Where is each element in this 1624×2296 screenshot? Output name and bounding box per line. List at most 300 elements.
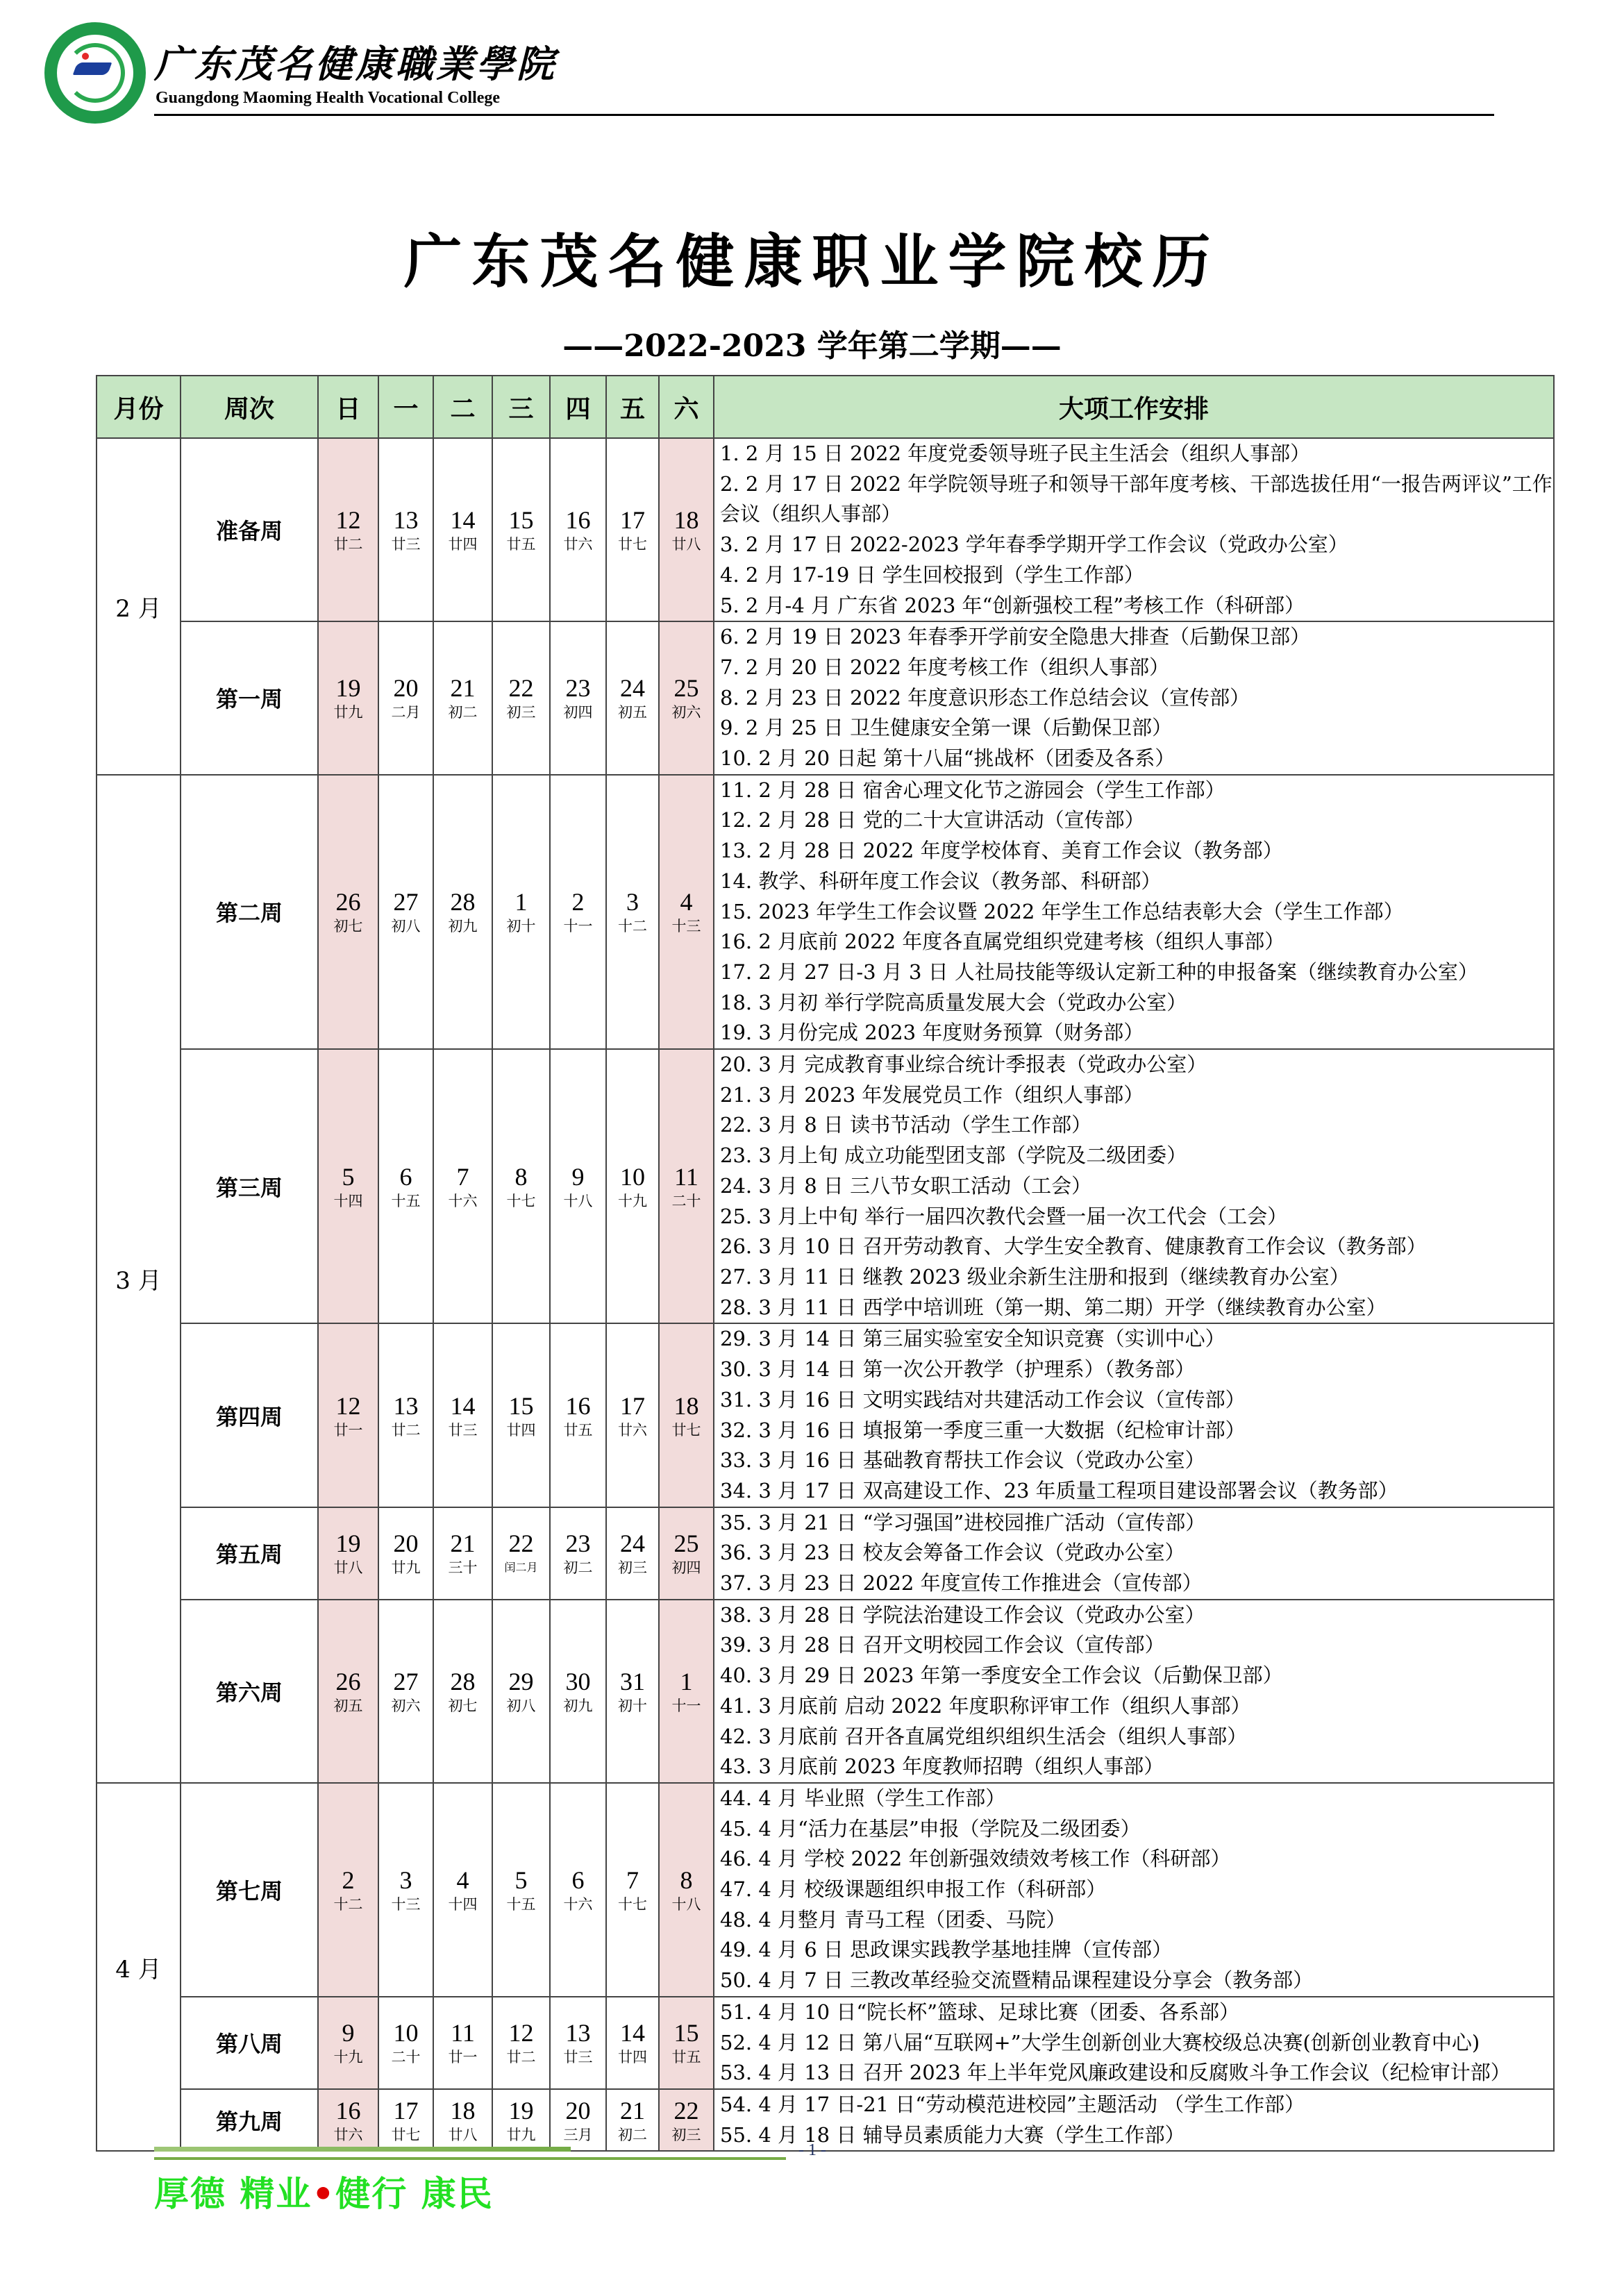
day-cell	[378, 1049, 433, 1323]
page-subtitle: ——2022-2023 学年第二学期——	[562, 328, 1062, 364]
lunar-date: 初三	[671, 2126, 701, 2143]
lunar-date: 初三	[618, 1559, 647, 1577]
event-item: 14. 教学、科研年度工作会议（教务部、科研部）	[720, 869, 1162, 893]
week-row	[97, 1323, 1554, 1507]
day-number: 13	[393, 1391, 419, 1420]
day-number: 5	[342, 1162, 355, 1191]
day-cell	[492, 1997, 550, 2089]
event-item: 31. 3 月 16 日 文明实践结对共建活动工作会议（宣传部）	[720, 1387, 1246, 1411]
day-cell	[606, 1600, 659, 1783]
event-item: 13. 2 月 28 日 2022 年度学校体育、美育工作会议（教务部）	[720, 839, 1283, 863]
events-cell	[714, 2089, 1554, 2151]
lunar-date: 十一	[563, 918, 593, 935]
lunar-date: 初四	[671, 1559, 701, 1577]
day-cell	[550, 1600, 606, 1783]
day-cell	[318, 775, 378, 1049]
week-row	[97, 1049, 1554, 1323]
day-cell	[550, 1323, 606, 1507]
event-item: 10. 2 月 20 日起 第十八届“挑战杯（团委及各系）	[720, 746, 1175, 771]
lunar-date: 初六	[671, 704, 701, 721]
page-number: - 1 -	[798, 2141, 826, 2159]
header-fri: 五	[606, 376, 659, 438]
event-item: 18. 3 月初 举行学院高质量发展大会（党政办公室）	[720, 990, 1187, 1014]
day-cell	[492, 2089, 550, 2151]
event-item: 23. 3 月上旬 成立功能型团支部（学院及二级团委）	[720, 1143, 1187, 1168]
event-item: 27. 3 月 11 日 继教 2023 级业余新生注册和报到（继续教育办公室）	[720, 1264, 1350, 1289]
day-cell	[492, 1049, 550, 1323]
event-item: 55. 4 月 18 日 辅导员素质能力大赛（学生工作部）	[720, 2122, 1185, 2147]
day-cell	[378, 1323, 433, 1507]
lunar-date: 十四	[333, 1192, 363, 1209]
week-label: 第三周	[181, 1049, 318, 1323]
lunar-date: 廿九	[391, 1559, 421, 1577]
lunar-date: 廿六	[563, 536, 593, 553]
week-label: 第七周	[181, 1783, 318, 1997]
day-number: 26	[335, 1667, 361, 1695]
lunar-date: 十七	[618, 1895, 647, 1913]
day-number: 11	[674, 1162, 698, 1191]
events-cell	[714, 1049, 1554, 1323]
lunar-date: 十八	[563, 1192, 593, 1209]
event-item: 35. 3 月 21 日 “学习强国”进校园推广活动（宣传部）	[720, 1510, 1206, 1534]
day-number: 13	[565, 2019, 591, 2047]
day-cell	[378, 2089, 433, 2151]
lunar-date: 廿一	[333, 1421, 363, 1439]
lunar-date: 廿六	[618, 1421, 647, 1439]
day-number: 26	[335, 888, 361, 916]
lunar-date: 十一	[671, 1697, 701, 1714]
day-number: 19	[335, 1530, 361, 1558]
day-cell	[550, 1049, 606, 1323]
day-cell	[318, 1049, 378, 1323]
day-cell	[378, 1600, 433, 1783]
day-cell	[659, 1507, 714, 1600]
day-number: 29	[508, 1667, 534, 1695]
event-item: 50. 4 月 7 日 三教改革经验交流暨精品课程建设分享会（教务部）	[720, 1968, 1314, 1993]
day-number: 8	[514, 1162, 528, 1191]
slogan-part-2: 健行 康民	[335, 2173, 494, 2214]
lunar-date: 初七	[448, 1697, 478, 1714]
event-item: 8. 2 月 23 日 2022 年度意识形态工作总结会议（宣传部）	[720, 685, 1250, 710]
day-number: 16	[565, 1391, 591, 1420]
lunar-date: 廿八	[671, 536, 701, 553]
day-cell	[550, 1997, 606, 2089]
day-number: 13	[393, 506, 419, 535]
day-number: 19	[335, 674, 361, 703]
week-label: 第八周	[181, 1997, 318, 2089]
slogan-part-1: 厚德 精业	[154, 2173, 312, 2214]
day-number: 10	[620, 1162, 645, 1191]
week-row	[97, 621, 1554, 775]
day-number: 9	[571, 1162, 585, 1191]
week-label: 第一周	[181, 621, 318, 775]
event-item: 20. 3 月 完成教育事业综合统计季报表（党政办公室）	[720, 1053, 1207, 1077]
header-month: 月份	[97, 376, 181, 438]
day-cell	[659, 1600, 714, 1783]
lunar-date: 闰二月	[504, 1561, 538, 1575]
day-cell	[433, 2089, 492, 2151]
event-item: 11. 2 月 28 日 宿舍心理文化节之游园会（学生工作部）	[720, 778, 1225, 802]
header-thu: 四	[550, 376, 606, 438]
event-item: 41. 3 月底前 启动 2022 年度职称评审工作（组织人事部）	[720, 1693, 1251, 1718]
day-number: 23	[565, 1530, 591, 1558]
day-cell	[433, 438, 492, 621]
day-number: 18	[673, 1391, 699, 1420]
day-cell	[659, 1783, 714, 1997]
day-cell	[550, 1507, 606, 1600]
day-number: 30	[565, 1667, 591, 1695]
header-mon: 一	[378, 376, 433, 438]
day-number: 2	[571, 888, 585, 916]
event-item: 33. 3 月 16 日 基础教育帮扶工作会议（党政办公室）	[720, 1448, 1205, 1473]
events-cell	[714, 1600, 1554, 1783]
event-item: 32. 3 月 16 日 填报第一季度三重一大数据（纪检审计部）	[720, 1418, 1246, 1442]
day-cell	[550, 2089, 606, 2151]
lunar-date: 十二	[618, 918, 647, 935]
day-cell	[606, 438, 659, 621]
event-item: 46. 4 月 学校 2022 年创新强效绩效考核工作（科研部）	[720, 1847, 1231, 1871]
lunar-date: 十九	[618, 1192, 647, 1209]
events-cell	[714, 1507, 1554, 1600]
day-number: 12	[508, 2019, 534, 2047]
event-item: 36. 3 月 23 日 校友会筹备工作会议（党政办公室）	[720, 1541, 1185, 1565]
event-item: 7. 2 月 20 日 2022 年度考核工作（组织人事部）	[720, 655, 1170, 679]
day-number: 20	[565, 2096, 591, 2125]
day-cell	[378, 1783, 433, 1997]
header-week: 周次	[181, 376, 318, 438]
day-cell	[550, 1783, 606, 1997]
lunar-date: 廿八	[448, 2126, 478, 2143]
day-number: 22	[508, 1530, 534, 1558]
event-item: 2. 2 月 17 日 2022 年学院领导班子和领导干部年度考核、干部选拔任用“一报告两评议”工作会议（组织人事部）	[720, 471, 1552, 526]
day-cell	[659, 438, 714, 621]
day-cell	[378, 438, 433, 621]
week-row	[97, 1997, 1554, 2089]
event-item: 15. 2023 年学生工作会议暨 2022 年学生工作总结表彰大会（学生工作部）	[720, 899, 1404, 923]
week-row	[97, 775, 1554, 1049]
lunar-date: 廿二	[333, 536, 363, 553]
day-number: 21	[620, 2096, 645, 2125]
lunar-date: 二十	[391, 2049, 421, 2066]
week-row	[97, 1783, 1554, 1997]
event-item: 43. 3 月底前 2023 年度教师招聘（组织人事部）	[720, 1754, 1164, 1779]
day-number: 15	[508, 506, 534, 535]
day-cell	[550, 621, 606, 775]
month-cell: 2 月	[97, 438, 181, 775]
lunar-date: 初十	[618, 1697, 647, 1714]
day-number: 24	[620, 674, 645, 703]
event-item: 29. 3 月 14 日 第三届实验室安全知识竞赛（实训中心）	[720, 1327, 1225, 1351]
lunar-date: 廿五	[506, 536, 536, 553]
lunar-date: 初十	[506, 918, 536, 935]
day-number: 1	[514, 888, 528, 916]
day-number: 12	[335, 1391, 361, 1420]
day-number: 10	[393, 2019, 419, 2047]
day-cell	[606, 621, 659, 775]
day-cell	[378, 775, 433, 1049]
lunar-date: 三月	[563, 2126, 593, 2143]
event-item: 9. 2 月 25 日 卫生健康安全第一课（后勤保卫部）	[720, 716, 1173, 740]
header-rule	[154, 114, 1494, 116]
day-cell	[606, 1323, 659, 1507]
lunar-date: 廿七	[618, 536, 647, 553]
day-number: 28	[450, 888, 476, 916]
day-number: 7	[456, 1162, 469, 1191]
day-cell	[433, 1323, 492, 1507]
day-cell	[606, 2089, 659, 2151]
day-number: 7	[626, 1866, 639, 1894]
day-cell	[659, 621, 714, 775]
day-cell	[492, 621, 550, 775]
day-number: 3	[626, 888, 639, 916]
lunar-date: 廿七	[671, 1421, 701, 1439]
lunar-date: 初五	[333, 1697, 363, 1714]
lunar-date: 廿九	[333, 704, 363, 721]
event-item: 5. 2 月-4 月 广东省 2023 年“创新强校工程”考核工作（科研部）	[720, 593, 1305, 617]
day-number: 15	[508, 1391, 534, 1420]
day-number: 18	[450, 2096, 476, 2125]
event-item: 42. 3 月底前 召开各直属党组织组织生活会（组织人事部）	[720, 1724, 1248, 1748]
lunar-date: 初九	[563, 1697, 593, 1714]
day-number: 31	[620, 1667, 645, 1695]
day-cell	[492, 1783, 550, 1997]
day-number: 19	[508, 2096, 534, 2125]
lunar-date: 十三	[671, 918, 701, 935]
week-label: 第六周	[181, 1600, 318, 1783]
day-cell	[318, 1600, 378, 1783]
event-item: 21. 3 月 2023 年发展党员工作（组织人事部）	[720, 1082, 1144, 1107]
day-cell	[550, 438, 606, 621]
event-item: 6. 2 月 19 日 2023 年春季开学前安全隐患大排查（后勤保卫部）	[720, 625, 1311, 649]
day-cell	[378, 621, 433, 775]
lunar-date: 十四	[448, 1895, 478, 1913]
week-row	[97, 1600, 1554, 1783]
day-cell	[606, 1783, 659, 1997]
event-item: 53. 4 月 13 日 召开 2023 年上半年党风廉政建设和反腐败斗争工作会议（纪检审计部）	[720, 2061, 1511, 2085]
day-number: 22	[508, 674, 534, 703]
day-number: 17	[393, 2096, 419, 2125]
lunar-date: 初三	[506, 704, 536, 721]
lunar-date: 廿三	[391, 536, 421, 553]
week-row	[97, 1507, 1554, 1600]
event-item: 45. 4 月“活力在基层”申报（学院及二级团委）	[720, 1816, 1141, 1841]
day-cell	[659, 2089, 714, 2151]
event-item: 51. 4 月 10 日“院长杯”篮球、足球比赛（团委、各系部）	[720, 2000, 1239, 2024]
day-cell	[433, 1997, 492, 2089]
day-number: 12	[335, 506, 361, 535]
day-number: 14	[450, 506, 476, 535]
day-cell	[606, 1507, 659, 1600]
day-cell	[318, 1323, 378, 1507]
lunar-date: 初五	[618, 704, 647, 721]
lunar-date: 初六	[391, 1697, 421, 1714]
lunar-date: 初二	[563, 1559, 593, 1577]
lunar-date: 三十	[448, 1559, 478, 1577]
lunar-date: 二十	[671, 1192, 701, 1209]
event-item: 34. 3 月 17 日 双高建设工作、23 年质量工程项目建设部署会议（教务部）	[720, 1478, 1398, 1502]
day-number: 20	[393, 1530, 419, 1558]
day-number: 21	[450, 674, 476, 703]
day-number: 17	[620, 506, 645, 535]
lunar-date: 廿三	[563, 2049, 593, 2066]
day-number: 28	[450, 1667, 476, 1695]
day-number: 8	[680, 1866, 693, 1894]
page-title: 广东茂名健康职业学院校历	[403, 227, 1221, 296]
college-logo	[44, 22, 146, 124]
day-number: 24	[620, 1530, 645, 1558]
event-item: 4. 2 月 17-19 日 学生回校报到（学生工作部）	[720, 562, 1144, 587]
event-item: 30. 3 月 14 日 第一次公开教学（护理系）（教务部）	[720, 1357, 1196, 1382]
day-number: 27	[393, 1667, 419, 1695]
day-number: 25	[673, 1530, 699, 1558]
event-item: 3. 2 月 17 日 2022-2023 学年春季学期开学工作会议（党政办公室）	[720, 533, 1348, 557]
event-item: 37. 3 月 23 日 2022 年度宣传工作推进会（宣传部）	[720, 1571, 1203, 1595]
day-number: 14	[620, 2019, 645, 2047]
day-number: 2	[342, 1866, 355, 1894]
events-cell	[714, 775, 1554, 1049]
day-number: 21	[450, 1530, 476, 1558]
college-name-en: Guangdong Maoming Health Vocational College	[156, 89, 501, 107]
month-cell: 3 月	[97, 775, 181, 1783]
day-cell	[318, 1783, 378, 1997]
lunar-date: 廿四	[618, 2049, 647, 2066]
day-number: 1	[680, 1667, 693, 1695]
day-number: 4	[680, 888, 693, 916]
week-label: 第五周	[181, 1507, 318, 1600]
footer-bar	[154, 2147, 571, 2152]
day-number: 23	[565, 674, 591, 703]
day-cell	[318, 438, 378, 621]
day-number: 5	[514, 1866, 528, 1894]
school-calendar-table	[96, 375, 1555, 2152]
events-cell	[714, 1783, 1554, 1997]
day-cell	[378, 1997, 433, 2089]
events-cell	[714, 621, 1554, 775]
event-item: 25. 3 月上中旬 举行一届四次教代会暨一届一次工代会（工会）	[720, 1204, 1288, 1228]
lunar-date: 十五	[391, 1192, 421, 1209]
day-number: 20	[393, 674, 419, 703]
lunar-date: 十八	[671, 1895, 701, 1913]
week-label: 第二周	[181, 775, 318, 1049]
lunar-date: 廿六	[333, 2126, 363, 2143]
event-item: 49. 4 月 6 日 思政课实践教学基地挂牌（宣传部）	[720, 1938, 1173, 1962]
day-cell	[606, 1049, 659, 1323]
lunar-date: 初四	[563, 704, 593, 721]
event-item: 38. 3 月 28 日 学院法治建设工作会议（党政办公室）	[720, 1602, 1205, 1627]
lunar-date: 廿三	[448, 1421, 478, 1439]
day-cell	[659, 1997, 714, 2089]
day-number: 16	[565, 506, 591, 535]
event-item: 12. 2 月 28 日 党的二十大宣讲活动（宣传部）	[720, 808, 1145, 832]
lunar-date: 廿二	[506, 2049, 536, 2066]
event-item: 16. 2 月底前 2022 年度各直属党组织党建考核（组织人事部）	[720, 930, 1285, 954]
event-item: 19. 3 月份完成 2023 年度财务预算（财务部）	[720, 1021, 1144, 1045]
college-name-cn: 广东茂名健康職業學院	[154, 42, 557, 86]
header-sat: 六	[659, 376, 714, 438]
lunar-date: 十二	[333, 1895, 363, 1913]
month-cell: 4 月	[97, 1783, 181, 2151]
lunar-date: 初八	[506, 1697, 536, 1714]
day-cell	[433, 1783, 492, 1997]
lunar-date: 十六	[563, 1895, 593, 1913]
event-item: 1. 2 月 15 日 2022 年度党委领导班子民主生活会（组织人事部）	[720, 442, 1311, 465]
lunar-date: 十九	[333, 2049, 363, 2066]
header-events: 大项工作安排	[714, 376, 1554, 438]
day-cell	[318, 2089, 378, 2151]
week-label: 第四周	[181, 1323, 318, 1507]
day-cell	[606, 775, 659, 1049]
event-item: 52. 4 月 12 日 第八届“互联网+”大学生创新创业大赛校级总决赛(创新创业教育中心)	[720, 2030, 1480, 2054]
lunar-date: 初二	[448, 704, 478, 721]
lunar-date: 初九	[448, 918, 478, 935]
event-item: 28. 3 月 11 日 西学中培训班（第一期、第二期）开学（继续教育办公室）	[720, 1295, 1387, 1319]
lunar-date: 廿九	[506, 2126, 536, 2143]
day-cell	[659, 1323, 714, 1507]
event-item: 40. 3 月 29 日 2023 年第一季度安全工作会议（后勤保卫部）	[720, 1664, 1283, 1688]
week-label: 准备周	[181, 438, 318, 621]
lunar-date: 廿八	[333, 1559, 363, 1577]
event-item: 22. 3 月 8 日 读书节活动（学生工作部）	[720, 1113, 1092, 1137]
events-cell	[714, 1323, 1554, 1507]
event-item: 47. 4 月 校级课题组织申报工作（科研部）	[720, 1877, 1107, 1902]
lunar-date: 廿七	[391, 2126, 421, 2143]
day-cell	[492, 1600, 550, 1783]
day-cell	[433, 1507, 492, 1600]
day-number: 22	[673, 2096, 699, 2125]
day-cell	[433, 1600, 492, 1783]
day-cell	[606, 1997, 659, 2089]
lunar-date: 廿一	[448, 2049, 478, 2066]
day-cell	[433, 621, 492, 775]
header-tue: 二	[433, 376, 492, 438]
event-item: 39. 3 月 28 日 召开文明校园工作会议（宣传部）	[720, 1633, 1165, 1657]
header-sun: 日	[318, 376, 378, 438]
day-number: 27	[393, 888, 419, 916]
day-number: 6	[571, 1866, 585, 1894]
lunar-date: 二月	[391, 704, 421, 721]
lunar-date: 廿五	[671, 2049, 701, 2066]
day-cell	[318, 621, 378, 775]
day-number: 6	[399, 1162, 412, 1191]
day-number: 18	[673, 506, 699, 535]
lunar-date: 廿四	[448, 536, 478, 553]
day-number: 11	[451, 2019, 475, 2047]
event-item: 24. 3 月 8 日 三八节女职工活动（工会）	[720, 1173, 1092, 1198]
day-cell	[318, 1507, 378, 1600]
lunar-date: 十六	[448, 1192, 478, 1209]
day-cell	[492, 775, 550, 1049]
day-cell	[433, 1049, 492, 1323]
lunar-date: 十七	[506, 1192, 536, 1209]
day-cell	[318, 1997, 378, 2089]
table-header-row	[97, 376, 1554, 438]
day-cell	[492, 1507, 550, 1600]
day-number: 4	[456, 1866, 469, 1894]
week-row	[97, 438, 1554, 621]
day-cell	[550, 775, 606, 1049]
lunar-date: 十五	[506, 1895, 536, 1913]
slogan-separator: •	[312, 2173, 336, 2214]
week-label: 第九周	[181, 2089, 318, 2151]
events-cell	[714, 438, 1554, 621]
day-cell	[492, 1323, 550, 1507]
lunar-date: 初八	[391, 918, 421, 935]
day-number: 17	[620, 1391, 645, 1420]
day-number: 25	[673, 674, 699, 703]
lunar-date: 廿二	[391, 1421, 421, 1439]
header-wed: 三	[492, 376, 550, 438]
lunar-date: 十三	[391, 1895, 421, 1913]
